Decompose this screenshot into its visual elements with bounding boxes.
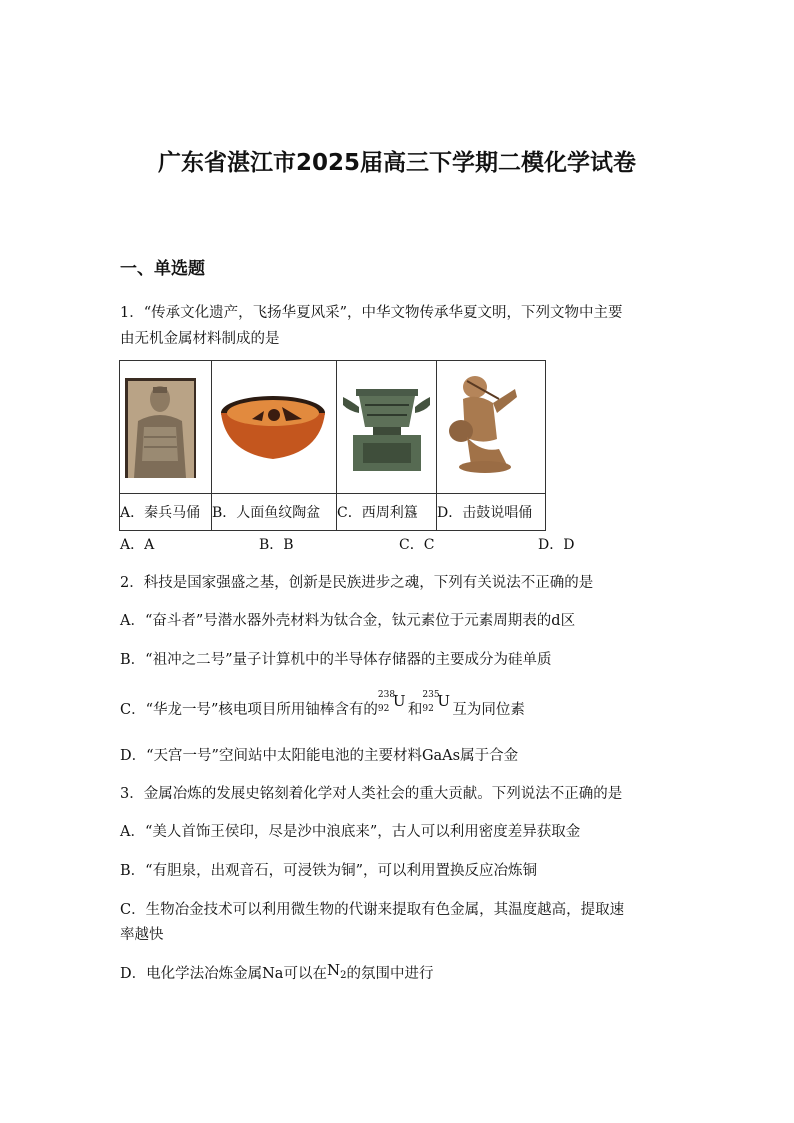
isotope-u238-mass: 238 [377,690,396,700]
drummer-storyteller-figurine-image [437,361,545,489]
isotope-u238-z: 92 [377,704,390,714]
q1-option-a: A．A [120,537,155,553]
isotope-u238-symbol: U [392,692,406,710]
q2-stem: 2．科技是国家强盛之基，创新是民族进步之魂，下列有关说法不正确的是 [120,575,594,591]
page-title: 广东省湛江市2025届高三下学期二模化学试卷 [157,150,636,176]
q1-option-b: B．B [259,537,294,553]
painted-pottery-basin-image [212,361,336,489]
q2-option-c-mid: 和 [407,702,423,718]
q3-option-d [120,961,433,983]
isotope-u238 [377,690,408,716]
q1-stem-line2: 由无机金属材料制成的是 [120,331,280,347]
q2-option-d: D．“天宫一号”空间站中太阳能电池的主要材料GaAs属于合金 [120,748,519,764]
isotope-u235 [422,690,452,716]
q3-option-b: B．“有胆泉，出观音石，可浸铁为铜”，可以利用置换反应冶炼铜 [120,863,537,879]
q3-option-d-post: 的氛围中进行 [346,966,434,982]
section-heading: 一、单选题 [120,259,205,279]
q2-option-c-post: 互为同位素 [452,702,525,718]
isotope-u235-mass: 235 [422,690,440,700]
relic-image-cell-c [337,361,437,494]
q2-option-c-pre: C．“华龙一号”核电项目所用铀棒含有的 [120,702,378,718]
relic-caption-a: A．秦兵马俑 [120,494,212,531]
nitrogen-symbol: N [326,961,341,979]
nitrogen-formula [326,961,347,982]
terracotta-warrior-image [120,361,211,489]
q1-option-d: D．D [538,537,575,553]
q2-option-c [120,690,525,719]
relic-caption-d: D．击鼓说唱俑 [437,494,546,531]
q3-option-a: A．“美人首饰王侯印，尽是沙中浪底来”，古人可以利用密度差异获取金 [120,824,581,840]
q3-stem: 3．金属冶炼的发展史铭刻着化学对人类社会的重大贡献。下列说法不正确的是 [120,786,623,802]
isotope-u235-z: 92 [422,704,434,714]
q2-option-a: A．“奋斗者”号潜水器外壳材料为钛合金，钛元素位于元素周期表的d区 [120,613,576,629]
relic-caption-b: B．人面鱼纹陶盆 [212,494,337,531]
q2-option-b: B．“祖冲之二号”量子计算机中的半导体存储器的主要成分为硅单质 [120,652,552,668]
q3-option-c-line2: 率越快 [120,927,164,943]
relic-image-cell-d [437,361,546,494]
relic-table [119,360,546,531]
q1-options [120,534,680,554]
relic-caption-c: C．西周利簋 [337,494,437,531]
bronze-li-gui-image [337,361,436,489]
q3-option-c-line1: C．生物冶金技术可以利用微生物的代谢来提取有色金属，其温度越高，提取速 [120,902,625,918]
q1-stem-line1: 1．“传承文化遗产，飞扬华夏风采”，中华文物传承华夏文明，下列文物中主要 [120,305,623,321]
nitrogen-subscript: 2 [340,970,347,981]
isotope-u235-symbol: U [437,692,451,710]
q3-option-d-pre: D．电化学法冶炼金属Na可以在 [120,966,327,982]
relic-image-cell-b [212,361,337,494]
q1-option-c: C．C [399,537,435,553]
relic-image-cell-a [120,361,212,494]
